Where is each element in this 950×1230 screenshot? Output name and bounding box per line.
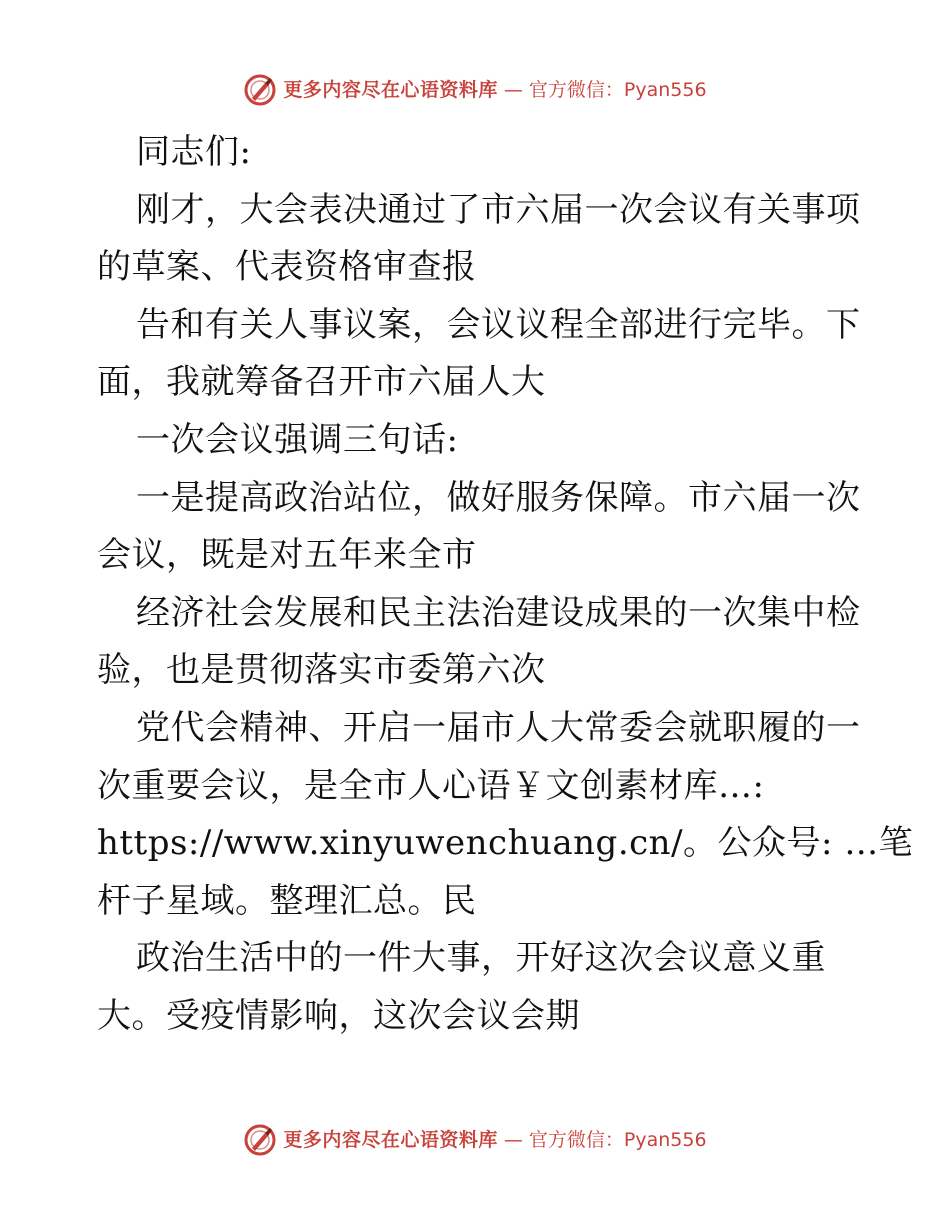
body-line: 刚才，大会表决通过了市六届一次会议有关事项 [136, 189, 861, 230]
body-line: 杆子星域。整理汇总。民 [97, 880, 477, 921]
footer-banner [0, 1120, 950, 1160]
brush-pen-logo-icon [243, 1123, 277, 1157]
banner-brand-text: 更多内容尽在心语资料库 [283, 79, 498, 101]
body-line: 同志们: [136, 132, 252, 172]
document-body [97, 124, 914, 1046]
banner-wechat-text: 官方微信：Pyan556 [528, 79, 707, 101]
body-line: 的草案、代表资格审查报 [97, 247, 477, 288]
body-line: 党代会精神、开启一届市人大常委会就职履的一 [136, 707, 861, 748]
banner-brand-text: 更多内容尽在心语资料库 [283, 1129, 498, 1151]
body-line: 验，也是贯彻落实市委第六次 [97, 650, 546, 691]
brush-pen-logo-icon [243, 73, 277, 107]
body-line: 一是提高政治站位，做好服务保障。市六届一次 [136, 477, 861, 518]
banner-wechat-text: 官方微信：Pyan556 [528, 1129, 707, 1151]
body-line: 大。受疫情影响，这次会议会期 [97, 995, 580, 1036]
banner-separator: — [503, 1129, 523, 1151]
body-line: 一次会议强调三句话: [136, 419, 459, 460]
header-banner [0, 70, 950, 110]
banner-separator: — [503, 79, 523, 101]
body-line: 政治生活中的一件大事，开好这次会议意义重 [136, 938, 826, 979]
body-line: 经济社会发展和民主法治建设成果的一次集中检 [136, 592, 861, 633]
body-line: 面，我就筹备召开市六届人大 [97, 362, 546, 403]
body-line: 告和有关人事议案，会议议程全部进行完毕。下 [136, 304, 861, 345]
body-line: 次重要会议，是全市人心语￥文创素材库…: [97, 765, 765, 806]
body-line-url: https://www.xinyuwenchuang.cn/。公众号: …笔 [97, 823, 914, 864]
body-line: 会议，既是对五年来全市 [97, 535, 477, 576]
